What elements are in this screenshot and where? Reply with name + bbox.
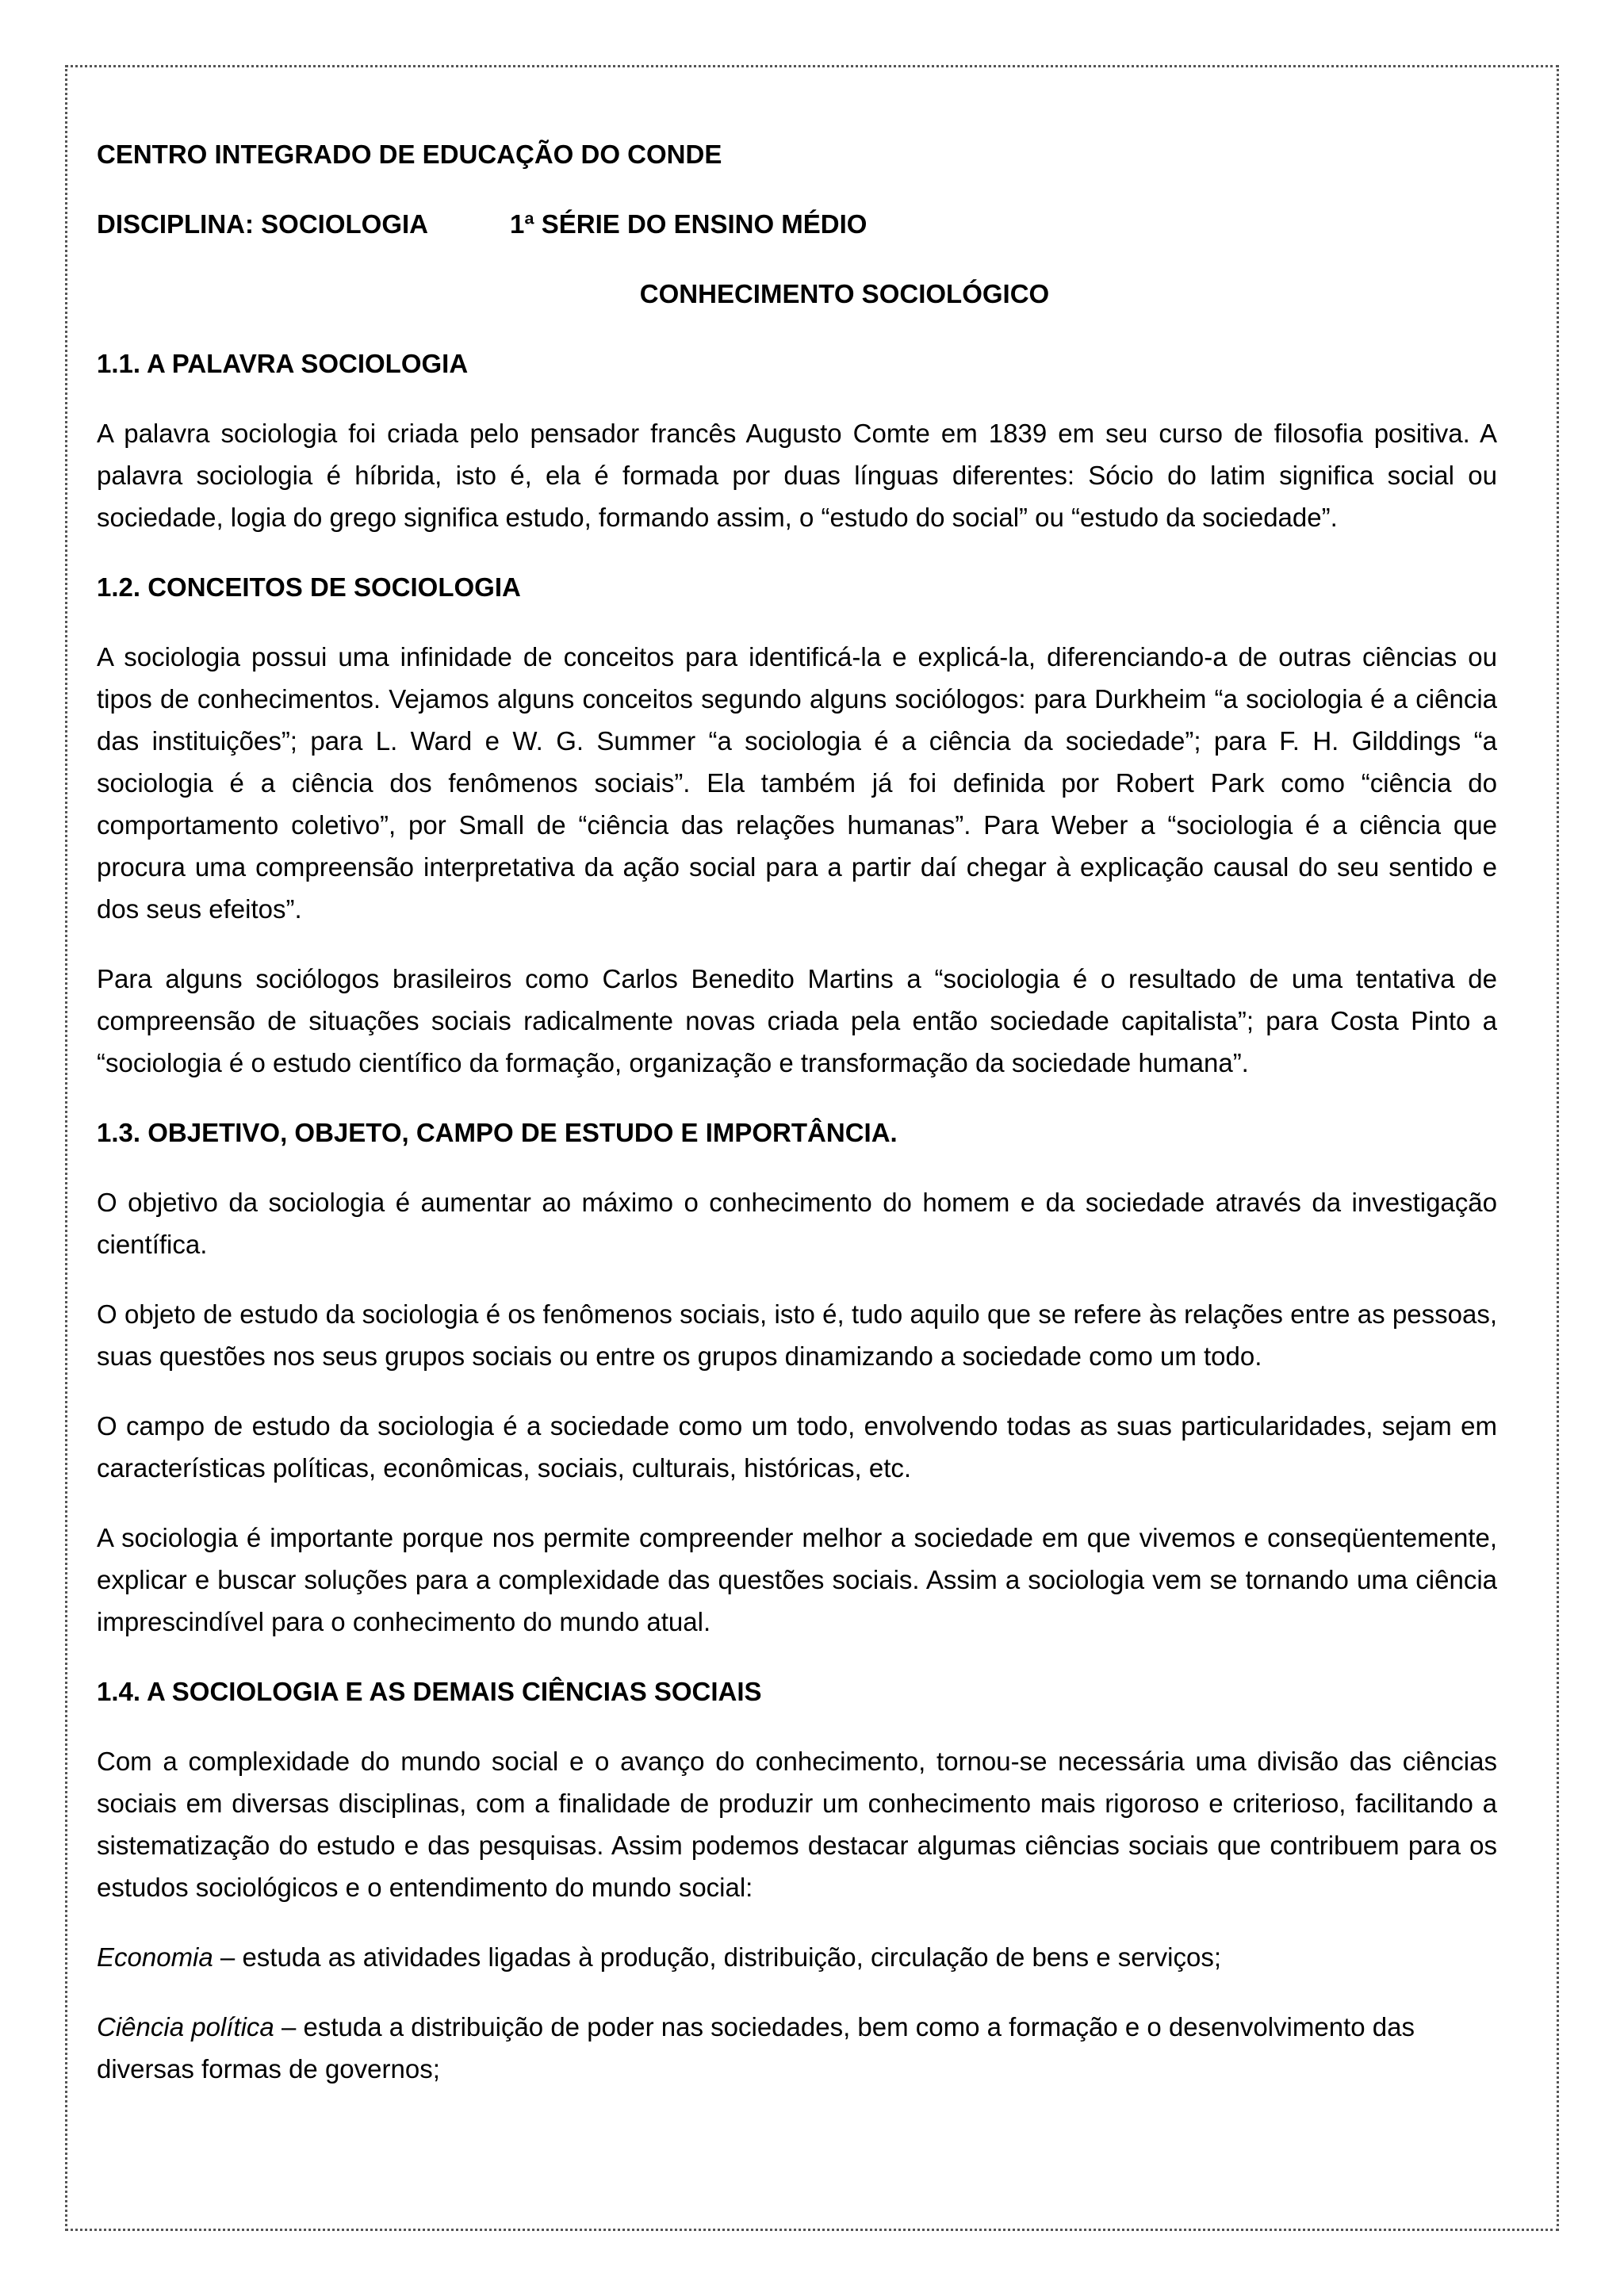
definition-ciencia-politica: – estuda a distribuição de poder nas sociedades, bem como a formação e o desenvolvimento das diversas formas de governos; xyxy=(97,2012,1415,2084)
paragraph: A sociologia possui uma infinidade de conceitos para identificá-la e explicá-la, diferenciando-a de outras ciências ou tipos de conhecimentos. Vejamos alguns conceitos segundo alguns sociólogos: para Durkheim “a sociologia é a ciência das instituições”; para L. Ward e W. G. Summer “a sociologia é a ciência da sociedade”; para F. H. Gilddings “a sociologia é a ciência dos fenômenos sociais”. Ela também já foi definida por Robert Park como “ciência do comportamento coletivo”, por Small de “ciência das relações humanas”. Para Weber a “sociologia é a ciência que procura uma compreensão interpretativa da ação social para a partir daí chegar à explicação causal do seu sentido e dos seus efeitos”. xyxy=(97,642,1497,924)
section-heading-1-4: 1.4. A SOCIOLOGIA E AS DEMAIS CIÊNCIAS SOCIAIS xyxy=(97,1677,762,1706)
discipline-label: DISCIPLINA: SOCIOLOGIA xyxy=(97,209,429,239)
term-economia: Economia xyxy=(97,1942,213,1972)
paragraph: Com a complexidade do mundo social e o avanço do conhecimento, tornou-se necessária uma divisão das ciências sociais em diversas disciplinas, com a finalidade de produzir um conhecimento mais rigoroso e criterioso, facilitando a sistematização do estudo e das pesquisas. Assim podemos destacar algumas ciências sociais que contribuem para os estudos sociológicos e o entendimento do mundo social: xyxy=(97,1747,1497,1902)
paragraph: O objeto de estudo da sociologia é os fenômenos sociais, isto é, tudo aquilo que se refere às relações entre as pessoas, suas questões nos seus grupos sociais ou entre os grupos dinamizando a sociedade como um todo. xyxy=(97,1299,1497,1371)
term-ciencia-politica: Ciência política xyxy=(97,2012,274,2042)
section-heading-1-1: 1.1. A PALAVRA SOCIOLOGIA xyxy=(97,349,469,378)
document-body xyxy=(97,133,1497,2118)
paragraph: A palavra sociologia foi criada pelo pensador francês Augusto Comte em 1839 em seu curso de filosofia positiva. A palavra sociologia é híbrida, isto é, ela é formada por duas línguas diferentes: Sócio do latim significa social ou sociedade, logia do grego significa estudo, formando assim, o “estudo do social” ou “estudo da sociedade”. xyxy=(97,419,1497,532)
discipline-line xyxy=(97,203,1497,245)
section-heading-1-2: 1.2. CONCEITOS DE SOCIOLOGIA xyxy=(97,572,521,602)
list-item-ciencia-politica xyxy=(97,2006,1497,2090)
paragraph: O objetivo da sociologia é aumentar ao máximo o conhecimento do homem e da sociedade através da investigação científica. xyxy=(97,1188,1497,1259)
paragraph: O campo de estudo da sociologia é a sociedade como um todo, envolvendo todas as suas particularidades, sejam em características políticas, econômicas, sociais, culturais, históricas, etc. xyxy=(97,1411,1497,1483)
document-title: CONHECIMENTO SOCIOLÓGICO xyxy=(639,279,1050,308)
school-name: CENTRO INTEGRADO DE EDUCAÇÃO DO CONDE xyxy=(97,140,722,169)
section-heading-1-3: 1.3. OBJETIVO, OBJETO, CAMPO DE ESTUDO E IMPORTÂNCIA. xyxy=(97,1118,898,1147)
paragraph: Para alguns sociólogos brasileiros como Carlos Benedito Martins a “sociologia é o resultado de uma tentativa de compreensão de situações sociais radicalmente novas criada pela então sociedade capitalista”; para Costa Pinto a “sociologia é o estudo científico da formação, organização e transformação da sociedade humana”. xyxy=(97,964,1497,1077)
list-item-economia xyxy=(97,1936,1497,1978)
series-label: 1ª SÉRIE DO ENSINO MÉDIO xyxy=(510,209,868,239)
paragraph: A sociologia é importante porque nos permite compreender melhor a sociedade em que vivemos e conseqüentemente, explicar e buscar soluções para a complexidade das questões sociais. Assim a sociologia vem se tornando uma ciência imprescindível para o conhecimento do mundo atual. xyxy=(97,1523,1497,1636)
definition-economia: – estuda as atividades ligadas à produção, distribuição, circulação de bens e serviços; xyxy=(213,1942,1221,1972)
